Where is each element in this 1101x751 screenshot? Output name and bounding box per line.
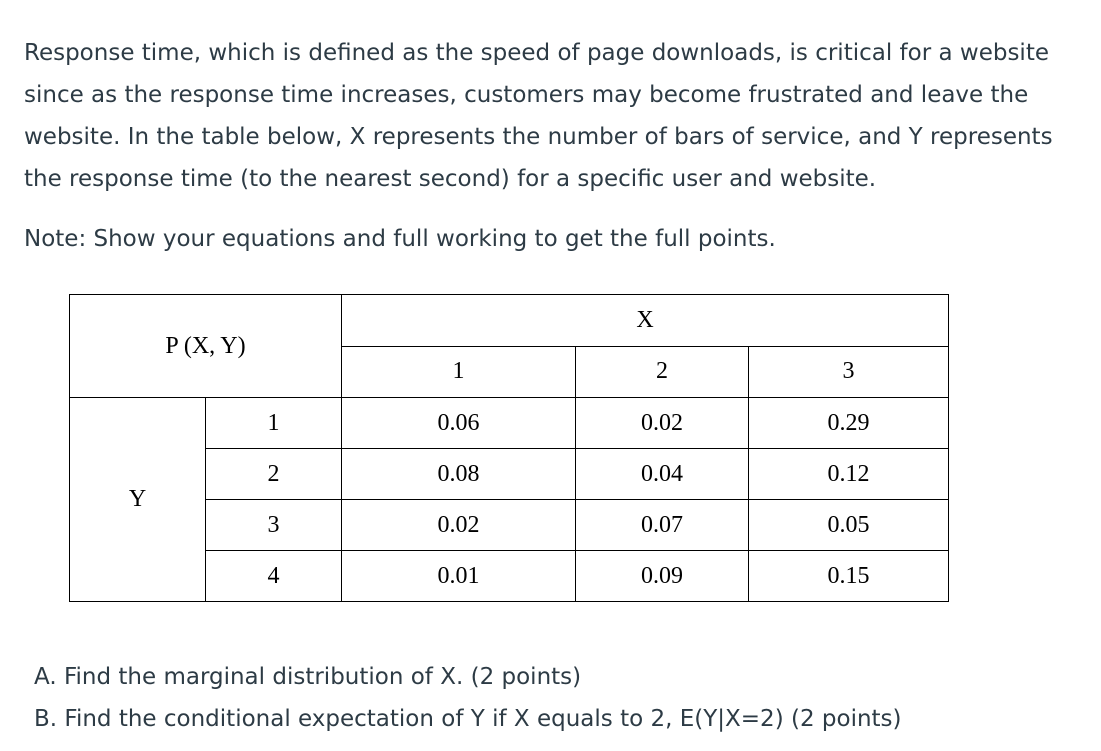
y-header: Y (70, 398, 206, 602)
prob-cell: 0.05 (749, 500, 949, 551)
questions-list (34, 656, 902, 740)
table-row (70, 398, 949, 449)
x-value-1: 1 (342, 346, 576, 398)
y-value: 2 (206, 449, 342, 500)
question-a: A. Find the marginal distribution of X. (2 points) (34, 664, 582, 690)
x-header: X (342, 295, 949, 347)
prob-cell: 0.01 (342, 551, 576, 602)
prob-cell: 0.29 (749, 398, 949, 449)
prob-cell: 0.04 (576, 449, 749, 500)
prob-cell: 0.12 (749, 449, 949, 500)
joint-probability-table (69, 294, 949, 602)
prob-cell: 0.06 (342, 398, 576, 449)
prob-cell: 0.08 (342, 449, 576, 500)
prob-cell: 0.02 (576, 398, 749, 449)
y-value: 4 (206, 551, 342, 602)
prob-cell: 0.09 (576, 551, 749, 602)
prob-cell: 0.07 (576, 500, 749, 551)
x-value-3: 3 (749, 346, 949, 398)
y-value: 3 (206, 500, 342, 551)
problem-intro: Response time, which is defined as the speed of page downloads, is critical for a website since as the response time increases, customers may become frustrated and leave the website. In the table below, X represents the number of bars of service, and Y represents the response time (to the nearest second) for a specific user and website. (24, 40, 1053, 192)
y-value: 1 (206, 398, 342, 449)
question-b: B. Find the conditional expectation of Y if X equals to 2, E(Y|X=2) (2 points) (34, 706, 902, 732)
problem-note: Note: Show your equations and full working to get the full points. (24, 226, 776, 252)
prob-cell: 0.15 (749, 551, 949, 602)
prob-cell: 0.02 (342, 500, 576, 551)
corner-label: P (X, Y) (70, 295, 342, 398)
x-value-2: 2 (576, 346, 749, 398)
